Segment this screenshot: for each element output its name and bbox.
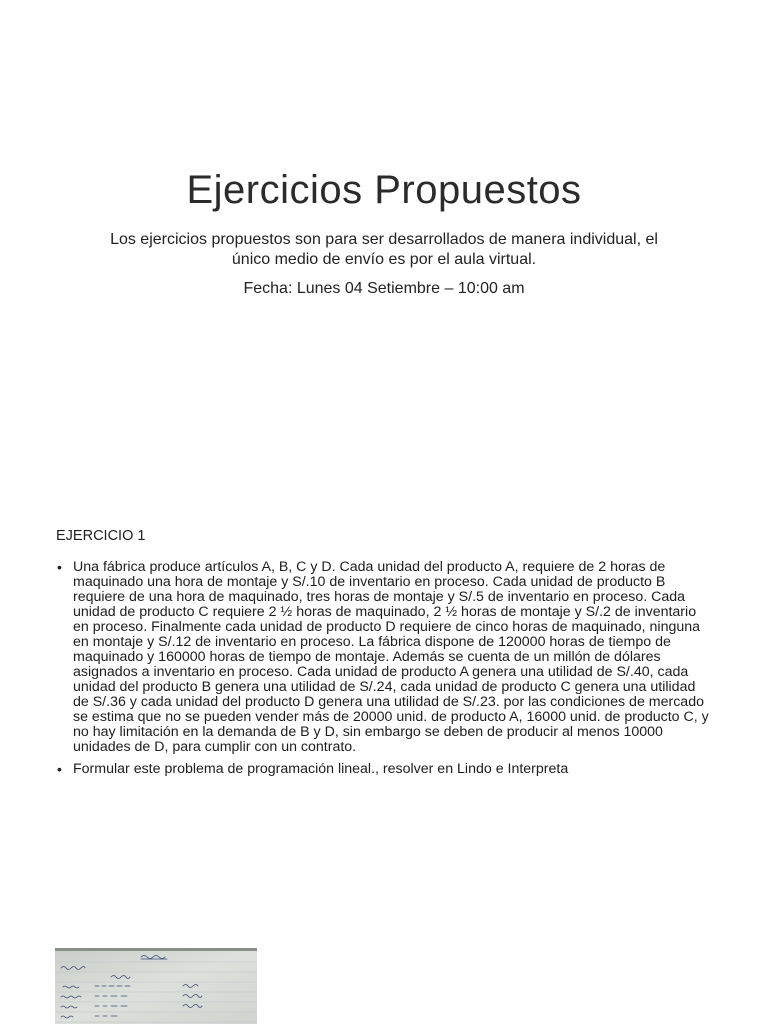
exercise-heading: EJERCICIO 1 bbox=[56, 528, 146, 544]
exercise-bullet-list bbox=[56, 560, 712, 784]
slide-subtitle: Los ejercicios propuestos son para ser desarrollados de manera individual, el único medio de envío es por el aula virtual. bbox=[110, 231, 658, 268]
page-title: Ejercicios Propuestos bbox=[186, 168, 582, 212]
handwritten-notes-photo bbox=[55, 948, 257, 1024]
due-date: Fecha: Lunes 04 Setiembre – 10:00 am bbox=[243, 280, 525, 297]
list-item bbox=[56, 560, 712, 755]
list-item bbox=[56, 762, 712, 777]
handwritten-notes-image bbox=[55, 948, 257, 1024]
task-instruction: • Formular este problema de programación lineal., resolver en Lindo e Interpreta bbox=[73, 761, 569, 777]
problem-statement: • Una fábrica produce artículos A, B, C y D. Cada unidad del producto A, requiere de 2 horas de maquinado una hora de montaje y S/.10 de inventario en proceso. Cada unidad de producto B requiere de una hora de maquinado, tres horas de montaje y S/.5 de inventario en proceso. Cada unidad de producto C requiere 2 ½ horas de maquinado, 2 ½ horas de montaje y S/.2 de inventario en proceso. Finalmente cada unidad de producto D requiere de cinco horas de maquinado, ninguna en montaje y S/.12 de inventario en proceso. La fábrica dispone de 120000 horas de tiempo de maquinado y 160000 horas de tiempo de montaje. Además se cuenta de un millón de dólares asignados a inventario en proceso. Cada unidad de producto A genera una utilidad de S/.40, cada unidad del producto B genera una utilidad de S/.24, cada unidad de producto C genera una utilidad de S/.36 y cada unidad del producto D genera una utilidad de S/.23. por las condiciones de mercado se estima que no se pueden vender más de 20000 unid. de producto A, 16000 unid. de producto C, y no hay limitación en la demanda de B y D, sin embargo se deben de producir al menos 10000 unidades de D, para cumplir con un contrato. bbox=[73, 559, 709, 755]
